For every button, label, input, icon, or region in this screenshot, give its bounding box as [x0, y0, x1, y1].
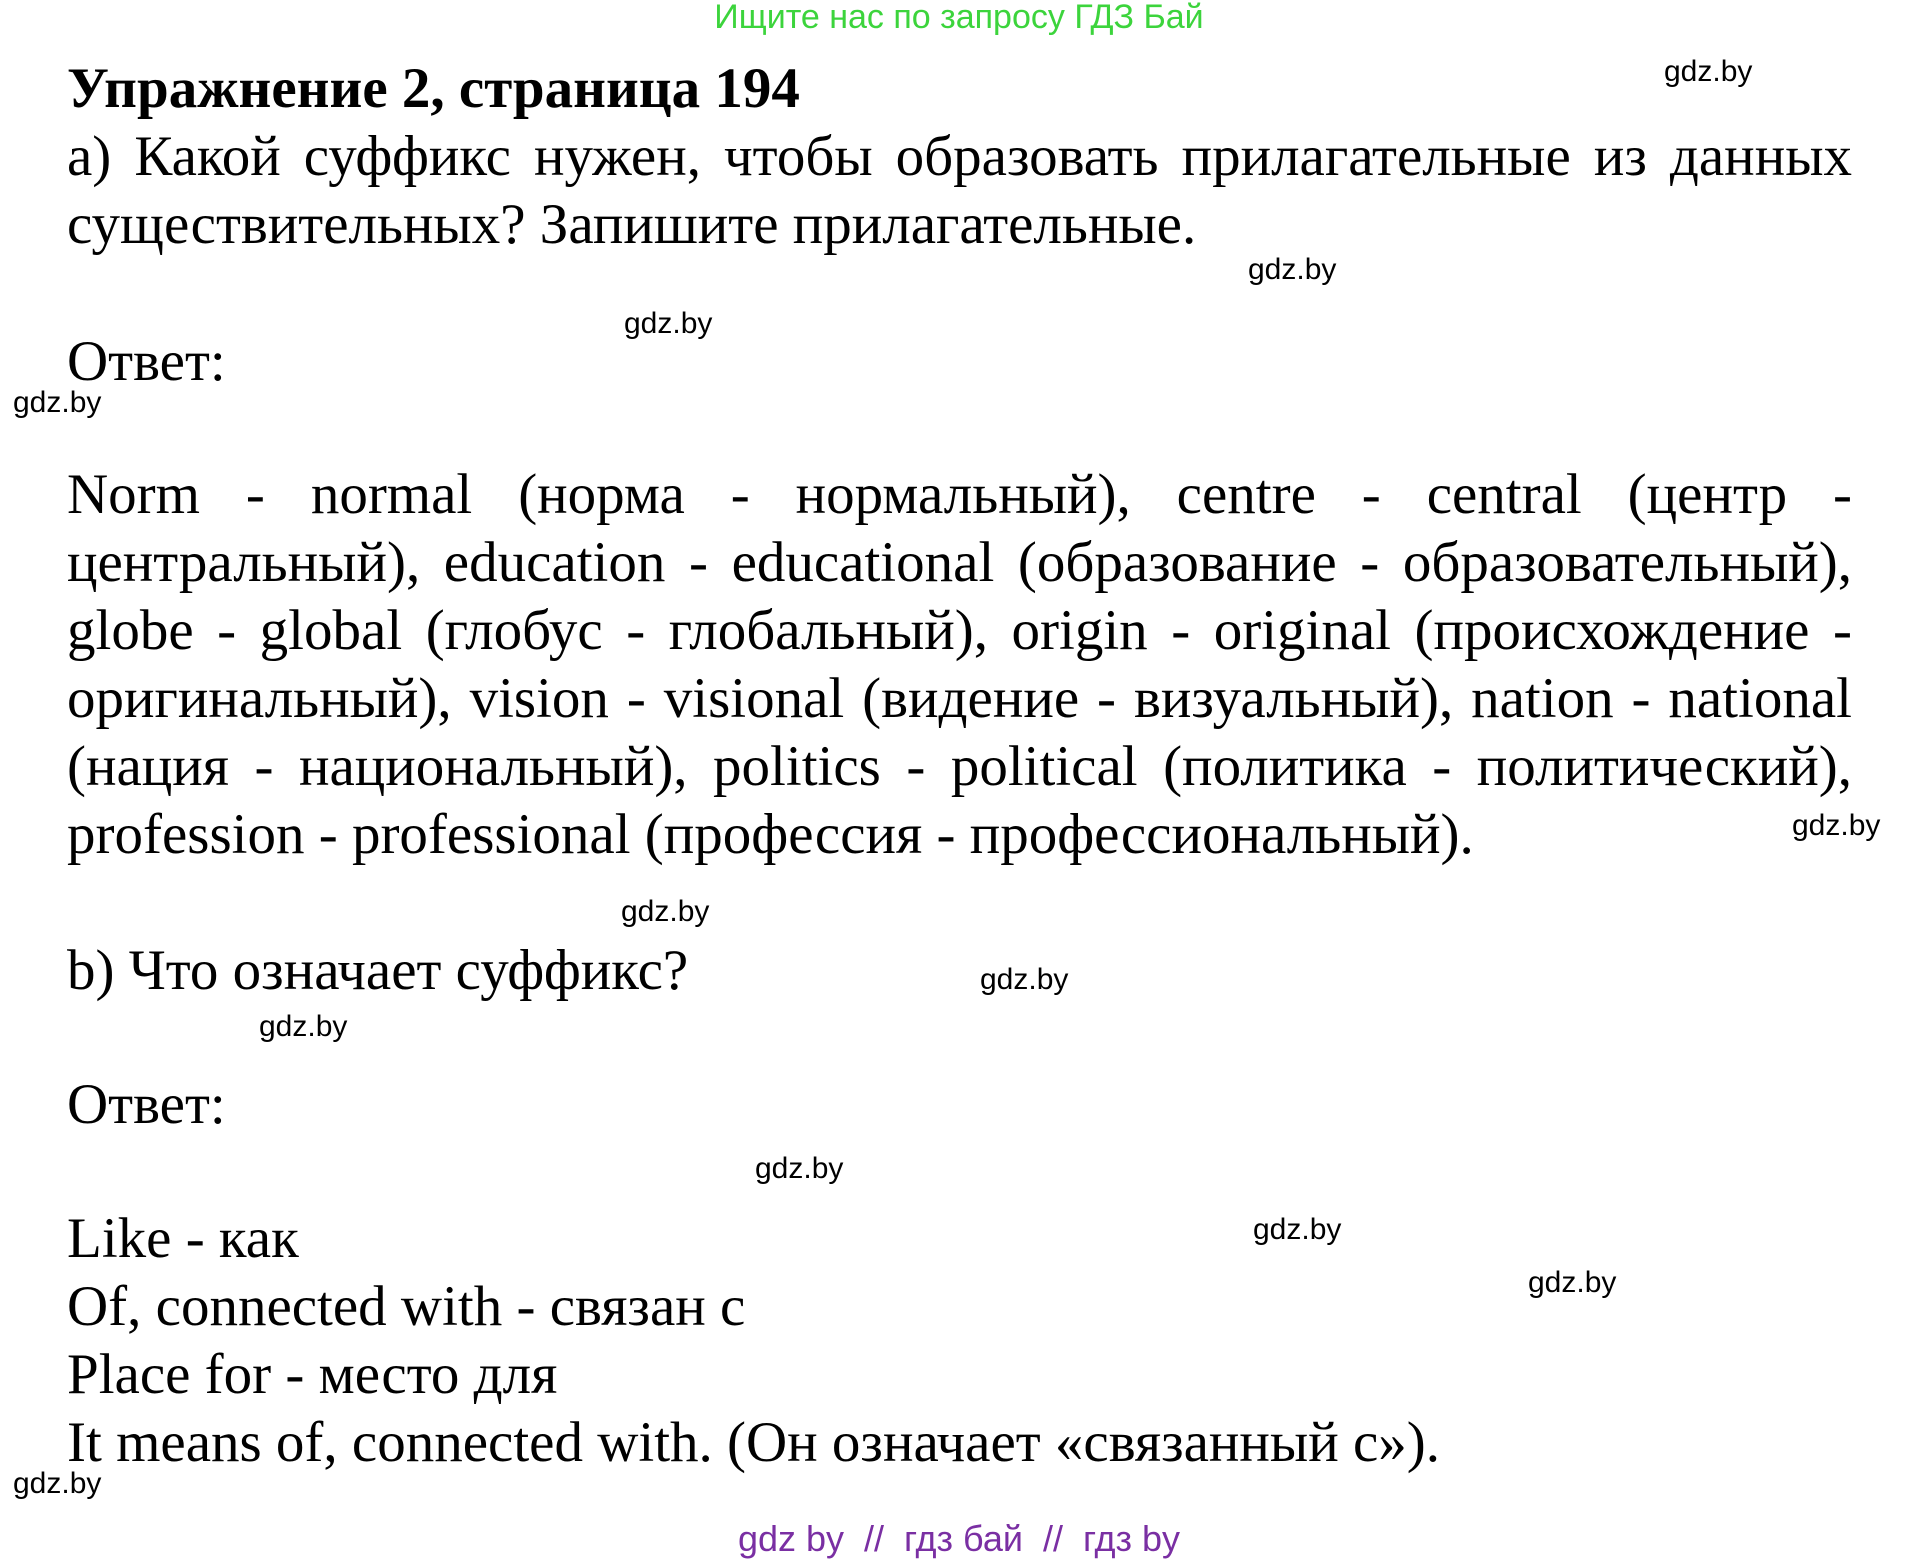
watermark: gdz.by [624, 307, 713, 340]
watermark: gdz.by [755, 1152, 844, 1185]
answer-a [67, 461, 1852, 869]
answer-a-line: центральный), education - educational (образование - образовательный), [67, 531, 1852, 594]
watermark: gdz.by [259, 1010, 348, 1043]
answer-a-line: (нация - национальный), politics - political (политика - политический), [67, 735, 1852, 798]
answer-b-line: Like - как [67, 1207, 299, 1270]
footer-links: gdz by // гдз бай // гдз by [737, 1518, 1181, 1559]
answer-label: Ответ: [67, 1073, 226, 1136]
answer-b [67, 1205, 1852, 1477]
answer-b-line: It means of, connected with. (Он означает «связанный с»). [67, 1411, 1440, 1474]
answer-b-line: Of, connected with - связан с [67, 1275, 746, 1338]
watermark: gdz.by [1792, 809, 1881, 842]
answer-a-line: profession - professional (профессия - профессиональный). [67, 803, 1474, 866]
watermark: gdz.by [13, 1467, 102, 1500]
answer-b-line: Place for - место для [67, 1343, 558, 1406]
watermark: gdz.by [1528, 1266, 1617, 1299]
question-a-line: существительных? Запишите прилагательные. [67, 193, 1197, 256]
question-a [67, 123, 1852, 259]
watermark: gdz.by [621, 895, 710, 928]
answer-label: Ответ: [67, 330, 226, 393]
watermark: gdz.by [1664, 55, 1753, 88]
watermark: gdz.by [1253, 1213, 1342, 1246]
watermark: gdz.by [980, 963, 1069, 996]
answer-a-line: globe - global (глобус - глобальный), origin - original (происхождение - [67, 599, 1852, 662]
watermark: gdz.by [13, 386, 102, 419]
answer-a-line: Norm - normal (норма - нормальный), centre - central (центр - [67, 463, 1852, 526]
page-title: Упражнение 2, страница 194 [67, 57, 800, 120]
question-a-line: а) Какой суффикс нужен, чтобы образовать прилагательные из данных [67, 125, 1852, 188]
search-banner: Ищите нас по запросу ГДЗ Бай [714, 0, 1204, 36]
watermark: gdz.by [1248, 253, 1337, 286]
question-b: b) Что означает суффикс? [67, 939, 689, 1002]
answer-a-line: оригинальный), vision - visional (видение - визуальный), nation - national [67, 667, 1852, 730]
